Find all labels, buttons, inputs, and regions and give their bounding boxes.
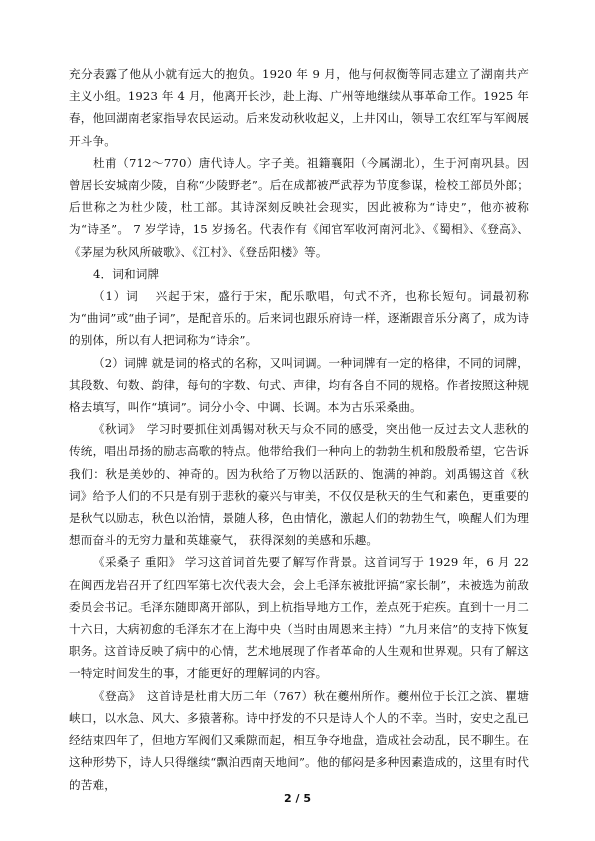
- section-heading-ci-and-cipai: 4．词和词牌: [93, 266, 160, 281]
- paragraph-caisangzi-chongyang: 《采桑子 重阳》 学习这首词首先要了解写作背景。这首词写于 1929 年，6 月 22 在闽西龙岩召开了红四军第七次代表大会，会上毛泽东被批评搞“家长制”，未被选为前敌委员会书记。毛泽东随即离开部队，到上杭指导地方工作，差点死于疟疾。直到十一月二十六日，大病初愈的毛泽东才在上海中央（当时由周恩来主持）“九月来信”的支持下恢复职务。这首诗反映了病中的心情，艺术地展现了作者革命的人生观和世界观。只有了解这一特定时间发生的事，才能更好的理解词的内容。: [69, 555, 529, 681]
- paragraph-ci-definition: （1）词 兴起于宋，盛行于宋，配乐歌唱，句式不齐，也称长短句。词最初称为“曲词”或“曲子词”，是配音乐的。后来词也跟乐府诗一样，逐渐跟音乐分离了，成为诗的别体，所以有人把词称为“诗余”。: [69, 289, 529, 348]
- paragraph-cipai-definition: （2）词牌 就是词的格式的名称，又叫词调。一种词牌有一定的格律，不同的词牌，其段数、句数、韵律，每句的字数、句式、声律，均有各自不同的规格。作者按照这种规格去填写，叫作“填词”。词分小令、中调、长调。本为古乐采桑曲。: [69, 355, 529, 415]
- paragraph-revolution-biography: 充分表露了他从小就有远大的抱负。1920 年 9 月，他与何叔衡等同志建立了湖南共产主义小组。1923 年 4 月，他离开长沙，赴上海、广州等地继续从事革命工作。1925 年春，他回湖南老家指导农民运动。后来发动秋收起义，上井冈山，领导工农红军与军阀展开斗争。: [69, 67, 529, 148]
- page-number: 2 / 5: [284, 792, 311, 805]
- paragraph-du-fu-biography: 杜甫（712～770）唐代诗人。字子美。祖籍襄阳（今属湖北），生于河南巩县。因曾居长安城南少陵，自称“少陵野老”。后在成都被严武荐为节度参谋，检校工部员外郎；后世称之为杜少陵，杜工部。其诗深刻反映社会现实，因此被称为“诗史”，他亦被称为“诗圣”。 7 岁学诗，15 岁扬名。代表作有《闻官军收河南河北》、《蜀相》、《登高》、《茅屋为秋风所破歌》、《江村》、《登岳阳楼》等。: [69, 155, 529, 259]
- paragraph-qiu-ci: 《秋词》 学习时要抓住刘禹锡对秋天与众不同的感受，突出他一反过去文人悲秋的传统，唱出昂扬的励志高歌的特点。他带给我们一种向上的勃勃生机和殷殷希望，它告诉我们：秋是美妙的、神奇的。因为秋给了万物以活跃的、饱满的神韵。刘禹锡这首《秋词》给予人们的不只是有别于悲秋的豪兴与审美，不仅仅是秋天的生气和素色，更重要的是秋气以励志，秋色以治情，景随人移，色由情化，激起人们的勃勃生气，唤醒人们为理想而奋斗的无穷力量和英雄豪气， 获得深刻的美感和乐趣。: [69, 422, 529, 548]
- document-body: [69, 63, 529, 796]
- paragraph-deng-gao: 《登高》 这首诗是杜甫大历二年（767）秋在夔州所作。夔州位于长江之滨、瞿塘峡口，以水急、风大、多猿著称。诗中抒发的不只是诗人个人的不幸。当时，安史之乱已经结束四年了，但地方军阀们又乘隙而起，相互争夺地盘，造成社会动乱，民不聊生。在这种形势下，诗人只得继续“飘泊西南天地间”。他的郁闷是多种因素造成的，这里有时代的苦难，: [69, 688, 529, 792]
